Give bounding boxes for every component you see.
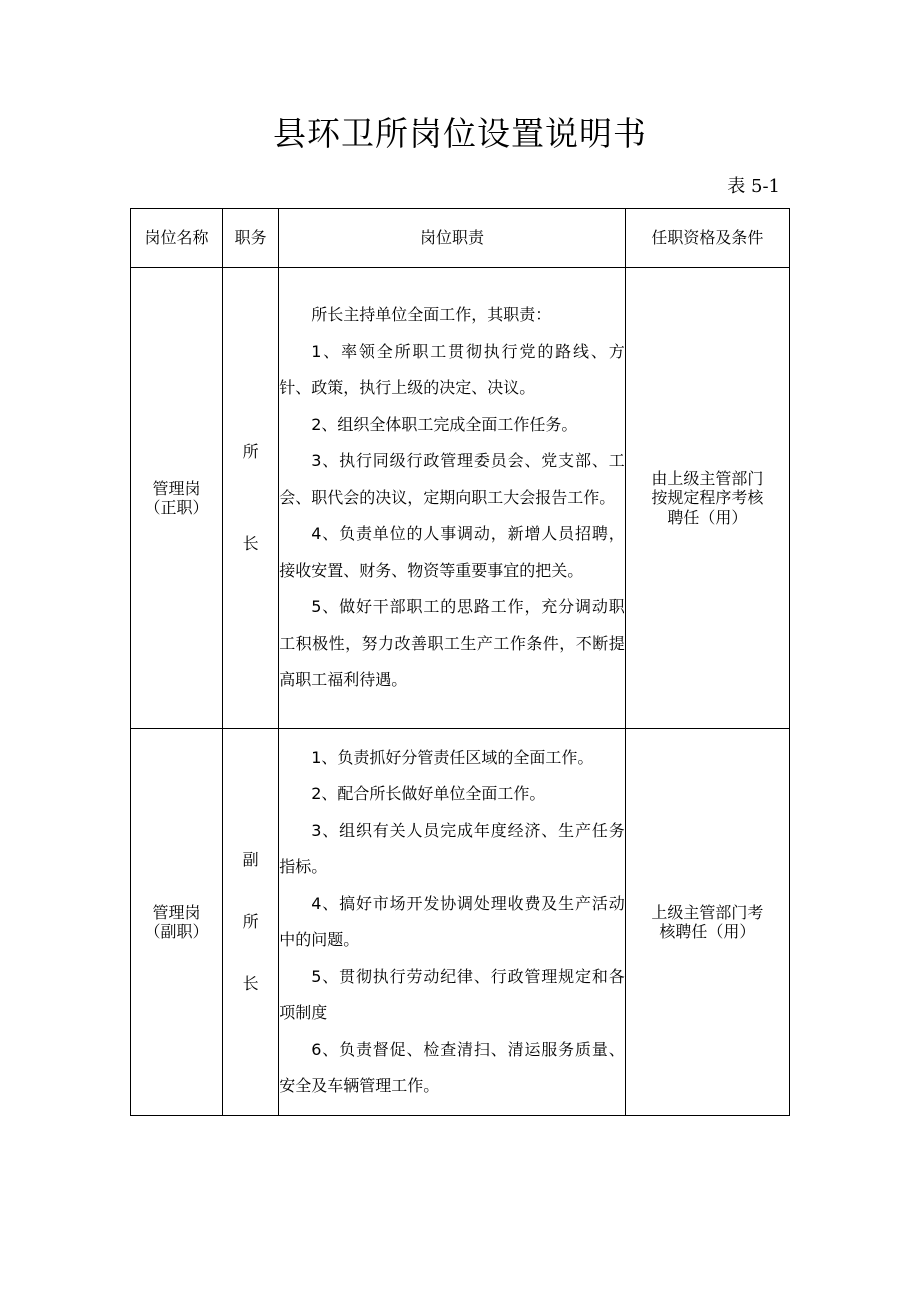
qualification-line: 由上级主管部门 xyxy=(651,469,764,489)
post-name-line: 管理岗 xyxy=(152,478,201,498)
position-char: 长 xyxy=(242,974,259,993)
duties-cell xyxy=(279,268,626,729)
qualification-cell xyxy=(625,729,789,1116)
duty-item: 4、负责单位的人事调动，新增人员招聘，接收安置、财务、物资等重要事宜的把关。 xyxy=(279,524,625,580)
qualification-line: 核聘任（用） xyxy=(659,922,756,941)
qualification-line: 聘任（用） xyxy=(667,507,748,527)
duty-item: 3、执行同级行政管理委员会、党支部、工会、职代会的决议，定期向职工大会报告工作。 xyxy=(279,451,625,507)
position-char: 长 xyxy=(242,534,259,553)
qualification-line: 上级主管部门考 xyxy=(651,902,764,922)
post-name-cell xyxy=(131,729,223,1116)
duty-item: 6、负责督促、检查清扫、清运服务质量、安全及车辆管理工作。 xyxy=(279,1039,625,1095)
position-cell xyxy=(223,729,279,1116)
table-row xyxy=(131,729,790,1116)
post-name-line: （正职） xyxy=(144,498,209,517)
duty-item: 5、做好干部职工的思路工作，充分调动职工积极性，努力改善职工生产工作条件，不断提高职工福利待遇。 xyxy=(279,597,625,690)
duty-item: 2、配合所长做好单位全面工作。 xyxy=(311,784,546,803)
qualification-cell xyxy=(625,268,789,729)
duty-item: 1、负责抓好分管责任区域的全面工作。 xyxy=(311,747,594,767)
duties-cell xyxy=(279,729,626,1116)
document-title: 县环卫所岗位设置说明书 xyxy=(273,114,647,153)
duty-item: 5、贯彻执行劳动纪律、行政管理规定和各项制度 xyxy=(279,966,625,1022)
table-number: 表 5-1 xyxy=(727,176,780,197)
duty-item: 1、率领全所职工贯彻执行党的路线、方针、政策，执行上级的决定、决议。 xyxy=(279,341,625,398)
duty-item: 2、组织全体职工完成全面工作任务。 xyxy=(311,414,578,434)
position-char: 所 xyxy=(242,442,259,461)
duty-item: 4、搞好市场开发协调处理收费及生产活动中的问题。 xyxy=(279,893,625,949)
post-name-line: 管理岗 xyxy=(152,902,201,922)
header-post-name: 岗位名称 xyxy=(131,209,223,268)
post-name-line: （副职） xyxy=(144,922,209,941)
job-description-table xyxy=(130,208,790,1116)
header-qualifications: 任职资格及条件 xyxy=(625,209,789,268)
table-row xyxy=(131,268,790,729)
position-char: 副 xyxy=(242,850,259,869)
header-position: 职务 xyxy=(223,209,279,268)
header-row xyxy=(131,209,790,268)
duty-item: 3、组织有关人员完成年度经济、生产任务指标。 xyxy=(279,820,625,876)
qualification-line: 按规定程序考核 xyxy=(651,488,764,508)
position-cell xyxy=(223,268,279,729)
header-duties: 岗位职责 xyxy=(279,209,626,268)
post-name-cell xyxy=(131,268,223,729)
duty-item: 所长主持单位全面工作，其职责： xyxy=(311,305,552,325)
position-char: 所 xyxy=(242,912,259,931)
